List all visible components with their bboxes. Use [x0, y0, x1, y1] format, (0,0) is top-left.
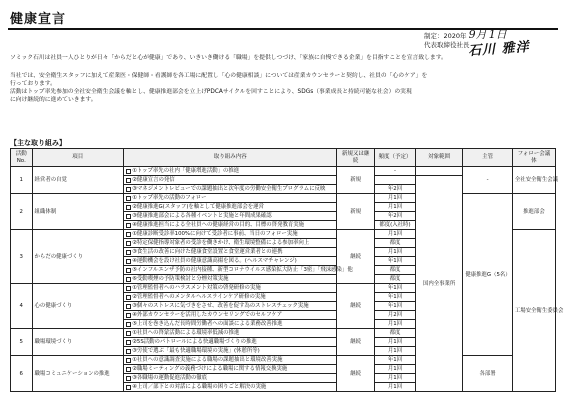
col-content: 取り組み内容 [124, 149, 337, 167]
frequency-cell: 年1回 [375, 293, 416, 302]
follow-cell: 工場安全衛生委員会 [512, 230, 555, 392]
content-text: ①トップ率先の活動のフォロー [132, 195, 207, 201]
activity-item: 職場環境づくり [32, 329, 124, 356]
activity-content [124, 176, 337, 185]
status-cell: 新規 [337, 194, 375, 230]
activity-content [124, 293, 337, 302]
content-item [126, 329, 334, 337]
content-text: ②健康推進G(スタッフ)を軸として健康推進部会を運営 [132, 204, 264, 210]
content-text: ②健康宣言の発信 [132, 177, 175, 183]
content-text: ①トップ率先の社内「健康増進活動」の推進 [132, 168, 240, 174]
intro-line: ソミック石川は社員一人ひとりが日々「からだと心が健康」であり、いきいき働ける「職場」を提供しつづけ、「家族に自慢できる企業」を目指すことを宣言致します。 [10, 55, 447, 61]
checkbox-icon [126, 367, 131, 372]
content-text: ①社員への意識調査実施による職場の課題抽出と環境改善実施 [132, 357, 283, 363]
checkbox-icon [126, 232, 131, 237]
activity-item: からだの健康づくり [32, 230, 124, 284]
checkbox-icon [126, 322, 131, 327]
activities-table [10, 148, 564, 392]
content-item [126, 311, 334, 319]
col-scope: 対象範囲 [415, 149, 462, 167]
frequency-cell: 月1回 [375, 347, 416, 356]
activity-content [124, 248, 337, 257]
signer-title: 代表取締役社長 [424, 41, 470, 49]
content-text: ③健康推進部会による各種イベントと実施と年間成果確認 [132, 213, 272, 219]
activity-no: 2 [11, 194, 33, 230]
table-row [11, 167, 556, 176]
status-cell: 継続 [337, 284, 375, 329]
status-cell: 継続 [337, 230, 375, 284]
content-item [126, 239, 334, 247]
intro-paragraph-1 [10, 54, 555, 62]
frequency-cell: 月1回 [375, 383, 416, 392]
checkbox-icon [126, 295, 131, 300]
frequency-cell: 年1回 [375, 257, 416, 266]
col-item: 項目 [32, 149, 124, 167]
frequency-cell: 月1回 [375, 230, 416, 239]
content-text: ①社員への啓蒙活動による環境率低減の推進 [132, 330, 240, 336]
checkbox-icon [126, 313, 131, 318]
activity-item: 心の健康づくり [32, 284, 124, 329]
activity-no: 4 [11, 284, 33, 329]
content-item [126, 176, 334, 184]
activity-content [124, 329, 337, 338]
date-day: 1日 [488, 28, 507, 41]
checkbox-icon [126, 241, 131, 246]
frequency-cell: 都度(入社時) [375, 221, 416, 230]
frequency-cell: 年2回 [375, 185, 416, 194]
content-text: ④運動機会を設け社員の健康意識高揚を図る。(ヘルスマチャレンジ) [132, 258, 297, 264]
col-no: 活動No. [11, 149, 33, 167]
frequency-cell: - [375, 167, 416, 176]
intro-line: 行っております。 [10, 81, 56, 87]
frequency-cell: 年1回 [375, 302, 416, 311]
checkbox-icon [126, 178, 131, 183]
activity-content [124, 374, 337, 383]
owner-cell: - [463, 167, 513, 194]
checkbox-icon [126, 349, 131, 354]
frequency-cell: 年1回 [375, 356, 416, 365]
frequency-cell: 月1回 [375, 194, 416, 203]
checkbox-icon [126, 376, 131, 381]
content-item [126, 374, 334, 382]
scope-cell: 国内全事業所 [415, 176, 462, 392]
content-text: ②職場ミーティングの義務づけによる職場に関する情報交換実施 [132, 366, 288, 372]
activity-content [124, 221, 337, 230]
status-cell: 継続 [337, 356, 375, 392]
frequency-cell: 月1回 [375, 320, 416, 329]
content-text: ④外部カウンセラーを活用したカウンセリングでのセルフケア [132, 312, 283, 318]
table-header-row [11, 149, 556, 167]
content-item [126, 383, 334, 391]
activity-item: 組織体制 [32, 194, 124, 230]
content-item [126, 338, 334, 346]
activity-content [124, 212, 337, 221]
table-row [11, 194, 556, 203]
content-text: ④健康推進担当による全社員への健康経営の目的、目標の啓発教育実施 [132, 222, 305, 228]
frequency-cell: 月1回 [375, 248, 416, 257]
activity-item: 職場コミュニケーションの推進 [32, 356, 124, 392]
frequency-cell: 年2回 [375, 212, 416, 221]
content-item [126, 257, 334, 265]
date-month: 9月 [468, 28, 487, 41]
content-item [126, 230, 334, 238]
activity-content [124, 284, 337, 293]
checkbox-icon [126, 304, 131, 309]
frequency-cell: 月1回 [375, 203, 416, 212]
content-item [126, 365, 334, 373]
activity-no: 6 [11, 356, 33, 392]
checkbox-icon [126, 169, 131, 174]
checkbox-icon [126, 331, 131, 336]
content-item [126, 293, 334, 301]
frequency-cell: 月1回 [375, 374, 416, 383]
activity-content [124, 311, 337, 320]
content-text: ③マネジメントレビューでの課題抽出と次年度の労働安全衛生プログラムに反映 [132, 186, 326, 192]
col-follow-meeting: フォロー会議体 [512, 149, 555, 167]
content-item [126, 167, 334, 175]
frequency-cell: 年1回 [375, 284, 416, 293]
col-owner: 主管 [463, 149, 513, 167]
activity-content [124, 239, 337, 248]
checkbox-icon [126, 196, 131, 201]
checkbox-icon [126, 268, 131, 273]
intro-line: 当社では、安全衛生スタッフに加えて産業医・保健師・看護師を各工場に配置し「心の健康相談」については産業カウンセラーと契約し、社員の「心のケア」を [10, 73, 428, 79]
activity-content [124, 230, 337, 239]
owner-cell: 各部署 [463, 356, 513, 392]
activity-content [124, 338, 337, 347]
checkbox-icon [126, 277, 131, 282]
checkbox-icon [126, 223, 131, 228]
activity-content [124, 275, 337, 284]
content-item [126, 203, 334, 211]
frequency-cell: 都度 [375, 266, 416, 275]
content-item [126, 347, 334, 355]
checkbox-icon [126, 385, 131, 390]
content-text: ②特定保健指導対象者の受診を働きかけ、衛生環境整備による参加率向上 [132, 240, 310, 246]
activity-item: 経営者の自覚 [32, 167, 124, 194]
content-item [126, 320, 334, 328]
follow-cell: 全社安全衛生会議 [512, 167, 555, 194]
frequency-cell: 月1回 [375, 365, 416, 374]
activity-content [124, 185, 337, 194]
activity-content [124, 167, 337, 176]
content-text: ④上司／部下との対話による職場の困りごと解決の実施 [132, 384, 267, 390]
checkbox-icon [126, 259, 131, 264]
content-item [126, 221, 334, 229]
checkbox-icon [126, 358, 131, 363]
content-text: ②5S活動のパトロールによる快適職場づくりの推進 [132, 339, 257, 345]
activity-content [124, 356, 337, 365]
table-row [11, 356, 556, 365]
content-text: ③食生活の改善に向けた健康食堂設置と食堂運営業者との連携 [132, 249, 283, 255]
col-frequency: 頻度（予定） [375, 149, 416, 167]
activity-content [124, 203, 337, 212]
content-item [126, 284, 334, 292]
content-item [126, 266, 353, 274]
checkbox-icon [126, 214, 131, 219]
frequency-cell [375, 176, 416, 185]
content-item [126, 248, 334, 256]
checkbox-icon [126, 286, 131, 291]
content-text: ①管理監督者へのハラスメント対策の啓発研修の実施 [132, 285, 261, 291]
content-text: ③個々のストレスに気づきをさせ、改善を促す為のストレスチェック実施 [132, 303, 309, 309]
content-text: ③労使で選ぶ「最も快適職場環境の実施」(休憩所等) [132, 348, 260, 354]
activity-content [124, 383, 337, 392]
follow-cell: 推進部会 [512, 194, 555, 230]
activity-content [124, 347, 337, 356]
content-text: ②管理監督者へのメンタルヘルスラインケア研修の実施 [132, 294, 266, 300]
content-text: ①健康診断受診率100%に向けて受診者に事前、当日のフォロー実施 [132, 231, 298, 237]
frequency-cell: 都度 [375, 275, 416, 284]
intro-line: 活動はトップ率先参加の全社安全衛生会議を軸とし、健康推進部会を立上げPDCAサイクルを回すことにより、SDGs（事業成長と持続可能な社会）の実現 [10, 89, 412, 95]
activity-no: 5 [11, 329, 33, 356]
content-item [126, 302, 334, 310]
frequency-cell: 都度 [375, 239, 416, 248]
content-text: ⑤上司を巻き込んだ長時間労働者への面談による業務改善推進 [132, 321, 283, 327]
date-label: 制定：2020年 [424, 32, 467, 40]
content-text: ⑤インフルエンザ予防の社内接種、新型コロナウイルス感染拡大防止「3密」「飛沫感染」他 [132, 267, 353, 273]
content-text: ③各職場の運動促進活動の徹底 [132, 375, 207, 381]
frequency-cell: 都度 [375, 329, 416, 338]
activity-content [124, 365, 337, 374]
activity-content [124, 257, 337, 266]
status-cell: 新規 [337, 167, 375, 194]
content-item [126, 356, 334, 364]
checkbox-icon [126, 250, 131, 255]
activity-content [124, 320, 337, 329]
intro-line: に向け継続的に進めていきます。 [10, 97, 97, 103]
content-item [126, 194, 334, 202]
activity-no: 1 [11, 167, 33, 194]
content-text: ⑥受動喫煙の予防策検討と分煙対策実施 [132, 276, 229, 282]
page-title: 健康宣言 [10, 12, 67, 27]
signature: 石川 雅洋 [467, 39, 531, 60]
intro-paragraph-2 [10, 72, 555, 104]
content-item [126, 185, 334, 193]
checkbox-icon [126, 205, 131, 210]
col-status: 新規又は継続 [337, 149, 375, 167]
content-item [126, 275, 334, 283]
checkbox-icon [126, 340, 131, 345]
content-item [126, 212, 334, 220]
frequency-cell: 月1回 [375, 338, 416, 347]
activity-no: 3 [11, 230, 33, 284]
status-cell: 継続 [337, 329, 375, 356]
section-title: 【主な取り組み】 [10, 139, 66, 147]
activity-content [124, 266, 353, 275]
activity-content [124, 194, 337, 203]
owner-cell: 健康推進G（5名） [463, 194, 513, 356]
activity-content [124, 302, 337, 311]
checkbox-icon [126, 187, 131, 192]
scope-cell-top [415, 167, 462, 176]
frequency-cell: 月2回 [375, 311, 416, 320]
